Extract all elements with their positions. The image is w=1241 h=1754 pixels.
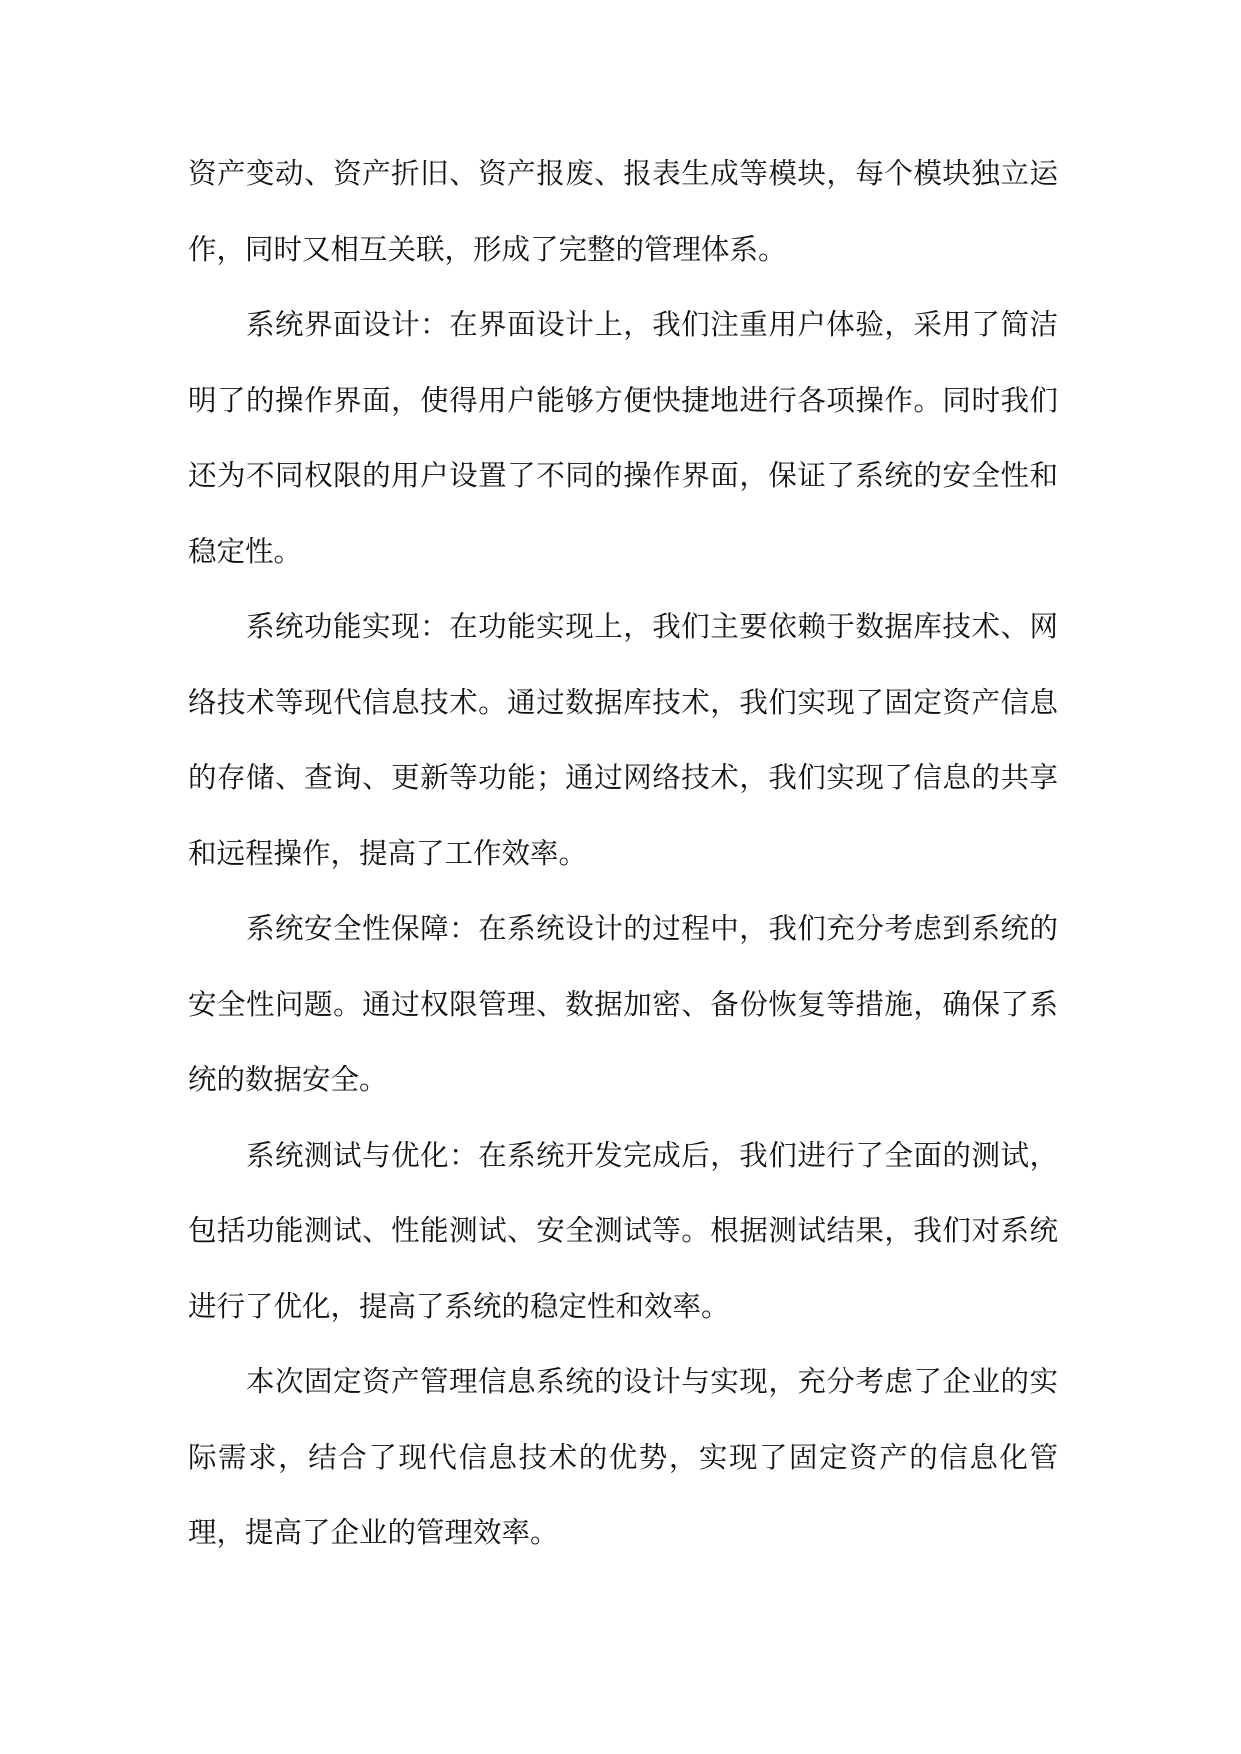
paragraph-interface-design: 系统界面设计：在界面设计上，我们注重用户体验，采用了简洁明了的操作界面，使得用户能够方便快捷地进行各项操作。同时我们还为不同权限的用户设置了不同的操作界面，保证了系统的安全性和稳定性。 — [188, 308, 1058, 568]
document-body — [188, 136, 1058, 1571]
paragraph-conclusion: 本次固定资产管理信息系统的设计与实现，充分考虑了企业的实际需求，结合了现代信息技术的优势，实现了固定资产的信息化管理，提高了企业的管理效率。 — [188, 1365, 1058, 1549]
paragraph-function-implementation: 系统功能实现：在功能实现上，我们主要依赖于数据库技术、网络技术等现代信息技术。通过数据库技术，我们实现了固定资产信息的存储、查询、更新等功能；通过网络技术，我们实现了信息的共享和远程操作，提高了工作效率。 — [188, 610, 1058, 870]
paragraph-continuation: 资产变动、资产折旧、资产报废、报表生成等模块，每个模块独立运作，同时又相互关联，形成了完整的管理体系。 — [188, 157, 1058, 266]
paragraph-security-assurance: 系统安全性保障：在系统设计的过程中，我们充分考虑到系统的安全性问题。通过权限管理、数据加密、备份恢复等措施，确保了系统的数据安全。 — [188, 912, 1058, 1096]
paragraph-testing-optimization: 系统测试与优化：在系统开发完成后，我们进行了全面的测试，包括功能测试、性能测试、安全测试等。根据测试结果，我们对系统进行了优化，提高了系统的稳定性和效率。 — [188, 1138, 1058, 1323]
